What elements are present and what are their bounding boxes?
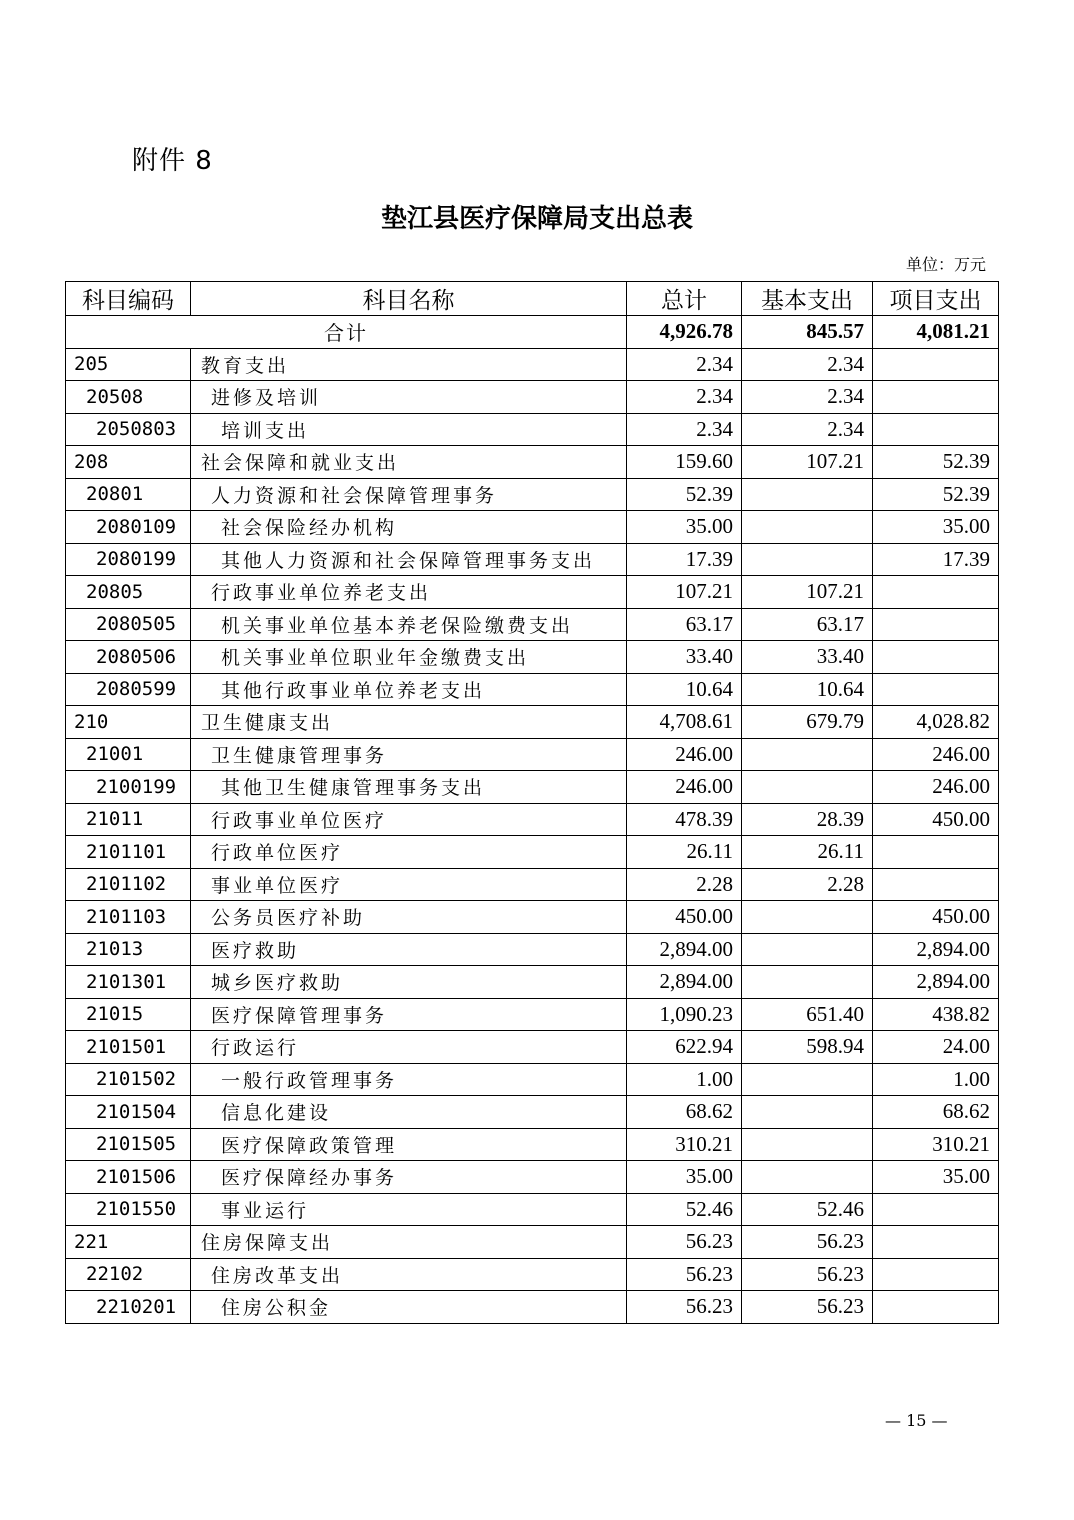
row-total: 26.11	[627, 836, 742, 869]
table-row	[66, 1291, 999, 1324]
table-row	[66, 901, 999, 934]
table-row	[66, 673, 999, 706]
row-total: 159.60	[627, 446, 742, 479]
row-name: 事业单位医疗	[191, 868, 627, 901]
row-basic: 33.40	[742, 641, 873, 674]
row-total: 56.23	[627, 1226, 742, 1259]
row-total: 17.39	[627, 543, 742, 576]
row-basic: 56.23	[742, 1226, 873, 1259]
row-code: 20805	[66, 576, 191, 609]
row-code: 22102	[66, 1258, 191, 1291]
row-total: 246.00	[627, 738, 742, 771]
row-basic	[742, 771, 873, 804]
row-name: 城乡医疗救助	[191, 966, 627, 999]
row-name: 住房公积金	[191, 1291, 627, 1324]
row-name: 行政运行	[191, 1031, 627, 1064]
row-code: 20801	[66, 478, 191, 511]
row-project: 2,894.00	[873, 933, 999, 966]
table-row	[66, 868, 999, 901]
table-row	[66, 348, 999, 381]
row-project: 246.00	[873, 771, 999, 804]
row-code: 2101502	[66, 1063, 191, 1096]
row-total: 450.00	[627, 901, 742, 934]
row-code: 2080505	[66, 608, 191, 641]
row-basic: 52.46	[742, 1193, 873, 1226]
row-name: 卫生健康管理事务	[191, 738, 627, 771]
row-code: 2080599	[66, 673, 191, 706]
row-project	[873, 868, 999, 901]
row-basic: 2.34	[742, 413, 873, 446]
row-code: 2101101	[66, 836, 191, 869]
header-row	[66, 282, 999, 316]
row-project: 52.39	[873, 446, 999, 479]
row-name: 其他人力资源和社会保障管理事务支出	[191, 543, 627, 576]
row-basic: 56.23	[742, 1291, 873, 1324]
row-project: 310.21	[873, 1128, 999, 1161]
table-row	[66, 413, 999, 446]
row-basic	[742, 901, 873, 934]
row-code: 2101550	[66, 1193, 191, 1226]
row-project	[873, 1258, 999, 1291]
row-project	[873, 576, 999, 609]
row-project	[873, 641, 999, 674]
row-code: 2050803	[66, 413, 191, 446]
row-project: 450.00	[873, 803, 999, 836]
row-basic	[742, 478, 873, 511]
total-row	[66, 316, 999, 349]
row-project	[873, 381, 999, 414]
row-name: 培训支出	[191, 413, 627, 446]
row-project	[873, 1291, 999, 1324]
row-project	[873, 608, 999, 641]
table-row	[66, 446, 999, 479]
header-total: 总计	[627, 282, 742, 316]
header-basic: 基本支出	[742, 282, 873, 316]
row-total: 107.21	[627, 576, 742, 609]
row-name: 机关事业单位职业年金缴费支出	[191, 641, 627, 674]
row-total: 2,894.00	[627, 933, 742, 966]
row-code: 2080506	[66, 641, 191, 674]
table-row	[66, 608, 999, 641]
row-code: 2101301	[66, 966, 191, 999]
row-project: 246.00	[873, 738, 999, 771]
row-name: 机关事业单位基本养老保险缴费支出	[191, 608, 627, 641]
row-basic	[742, 1161, 873, 1194]
table-row	[66, 641, 999, 674]
row-code: 2210201	[66, 1291, 191, 1324]
row-code: 20508	[66, 381, 191, 414]
row-project: 1.00	[873, 1063, 999, 1096]
row-total: 52.46	[627, 1193, 742, 1226]
row-total: 622.94	[627, 1031, 742, 1064]
row-basic	[742, 738, 873, 771]
page-number: — 15 —	[885, 1411, 948, 1430]
table-row	[66, 803, 999, 836]
row-code: 21013	[66, 933, 191, 966]
row-basic: 679.79	[742, 706, 873, 739]
row-name: 医疗保障经办事务	[191, 1161, 627, 1194]
row-project: 35.00	[873, 511, 999, 544]
table-row	[66, 1031, 999, 1064]
row-name: 其他行政事业单位养老支出	[191, 673, 627, 706]
document-title: 垫江县医疗保障局支出总表	[380, 204, 693, 234]
table-row	[66, 1258, 999, 1291]
row-basic	[742, 966, 873, 999]
row-basic: 107.21	[742, 446, 873, 479]
row-name: 一般行政管理事务	[191, 1063, 627, 1096]
row-name: 其他卫生健康管理事务支出	[191, 771, 627, 804]
row-project	[873, 1193, 999, 1226]
row-total: 33.40	[627, 641, 742, 674]
row-project: 24.00	[873, 1031, 999, 1064]
row-name: 行政单位医疗	[191, 836, 627, 869]
row-total: 310.21	[627, 1128, 742, 1161]
row-basic	[742, 511, 873, 544]
row-code: 2101102	[66, 868, 191, 901]
row-name: 进修及培训	[191, 381, 627, 414]
row-code: 210	[66, 706, 191, 739]
total-label: 合计	[66, 316, 627, 349]
row-code: 2080109	[66, 511, 191, 544]
row-basic	[742, 1128, 873, 1161]
table-row	[66, 1161, 999, 1194]
table-row	[66, 1063, 999, 1096]
unit-label: 单位：万元	[905, 255, 986, 274]
table-row	[66, 1193, 999, 1226]
row-total: 63.17	[627, 608, 742, 641]
row-basic: 28.39	[742, 803, 873, 836]
row-code: 208	[66, 446, 191, 479]
row-total: 2.28	[627, 868, 742, 901]
row-name: 人力资源和社会保障管理事务	[191, 478, 627, 511]
table-row	[66, 1226, 999, 1259]
row-basic: 651.40	[742, 998, 873, 1031]
total-project: 4,081.21	[873, 316, 999, 349]
row-code: 2080199	[66, 543, 191, 576]
row-name: 社会保障和就业支出	[191, 446, 627, 479]
expenditure-table	[65, 281, 999, 1324]
row-name: 住房保障支出	[191, 1226, 627, 1259]
row-total: 1.00	[627, 1063, 742, 1096]
row-project	[873, 1226, 999, 1259]
row-code: 2101505	[66, 1128, 191, 1161]
row-name: 教育支出	[191, 348, 627, 381]
row-project: 4,028.82	[873, 706, 999, 739]
table-row	[66, 381, 999, 414]
row-basic	[742, 1063, 873, 1096]
row-total: 4,708.61	[627, 706, 742, 739]
row-total: 35.00	[627, 1161, 742, 1194]
row-name: 事业运行	[191, 1193, 627, 1226]
row-name: 医疗救助	[191, 933, 627, 966]
row-name: 社会保险经办机构	[191, 511, 627, 544]
row-code: 221	[66, 1226, 191, 1259]
header-project: 项目支出	[873, 282, 999, 316]
row-name: 信息化建设	[191, 1096, 627, 1129]
row-project: 68.62	[873, 1096, 999, 1129]
row-basic: 26.11	[742, 836, 873, 869]
row-name: 卫生健康支出	[191, 706, 627, 739]
row-name: 住房改革支出	[191, 1258, 627, 1291]
row-name: 行政事业单位医疗	[191, 803, 627, 836]
row-basic: 2.34	[742, 348, 873, 381]
table-row	[66, 576, 999, 609]
row-name: 行政事业单位养老支出	[191, 576, 627, 609]
row-project: 17.39	[873, 543, 999, 576]
row-code: 2101501	[66, 1031, 191, 1064]
row-total: 68.62	[627, 1096, 742, 1129]
table-row	[66, 933, 999, 966]
table-row	[66, 771, 999, 804]
row-basic: 598.94	[742, 1031, 873, 1064]
row-code: 205	[66, 348, 191, 381]
row-basic: 56.23	[742, 1258, 873, 1291]
row-name: 公务员医疗补助	[191, 901, 627, 934]
row-total: 1,090.23	[627, 998, 742, 1031]
row-basic: 2.34	[742, 381, 873, 414]
row-code: 21015	[66, 998, 191, 1031]
row-project: 52.39	[873, 478, 999, 511]
row-code: 21011	[66, 803, 191, 836]
row-project: 438.82	[873, 998, 999, 1031]
row-basic	[742, 933, 873, 966]
row-basic: 10.64	[742, 673, 873, 706]
row-total: 10.64	[627, 673, 742, 706]
table-row	[66, 1096, 999, 1129]
total-total: 4,926.78	[627, 316, 742, 349]
row-code: 2101504	[66, 1096, 191, 1129]
row-basic: 107.21	[742, 576, 873, 609]
header-name: 科目名称	[191, 282, 627, 316]
row-total: 56.23	[627, 1258, 742, 1291]
row-basic	[742, 1096, 873, 1129]
row-total: 2.34	[627, 413, 742, 446]
row-project: 2,894.00	[873, 966, 999, 999]
table-row	[66, 706, 999, 739]
row-code: 2100199	[66, 771, 191, 804]
table-row	[66, 1128, 999, 1161]
row-total: 52.39	[627, 478, 742, 511]
table-row	[66, 836, 999, 869]
row-project	[873, 413, 999, 446]
attachment-label: 附件 8	[132, 146, 213, 176]
total-basic: 845.57	[742, 316, 873, 349]
row-code: 21001	[66, 738, 191, 771]
row-total: 2,894.00	[627, 966, 742, 999]
row-basic: 63.17	[742, 608, 873, 641]
row-name: 医疗保障管理事务	[191, 998, 627, 1031]
row-project	[873, 348, 999, 381]
row-project: 450.00	[873, 901, 999, 934]
row-total: 478.39	[627, 803, 742, 836]
row-name: 医疗保障政策管理	[191, 1128, 627, 1161]
table-row	[66, 478, 999, 511]
table-row	[66, 966, 999, 999]
row-project	[873, 836, 999, 869]
row-basic: 2.28	[742, 868, 873, 901]
row-code: 2101506	[66, 1161, 191, 1194]
header-code: 科目编码	[66, 282, 191, 316]
row-total: 2.34	[627, 381, 742, 414]
row-total: 35.00	[627, 511, 742, 544]
table-row	[66, 738, 999, 771]
table-row	[66, 998, 999, 1031]
row-total: 246.00	[627, 771, 742, 804]
row-total: 2.34	[627, 348, 742, 381]
table-row	[66, 511, 999, 544]
row-project	[873, 673, 999, 706]
row-total: 56.23	[627, 1291, 742, 1324]
row-code: 2101103	[66, 901, 191, 934]
row-project: 35.00	[873, 1161, 999, 1194]
table-row	[66, 543, 999, 576]
row-basic	[742, 543, 873, 576]
